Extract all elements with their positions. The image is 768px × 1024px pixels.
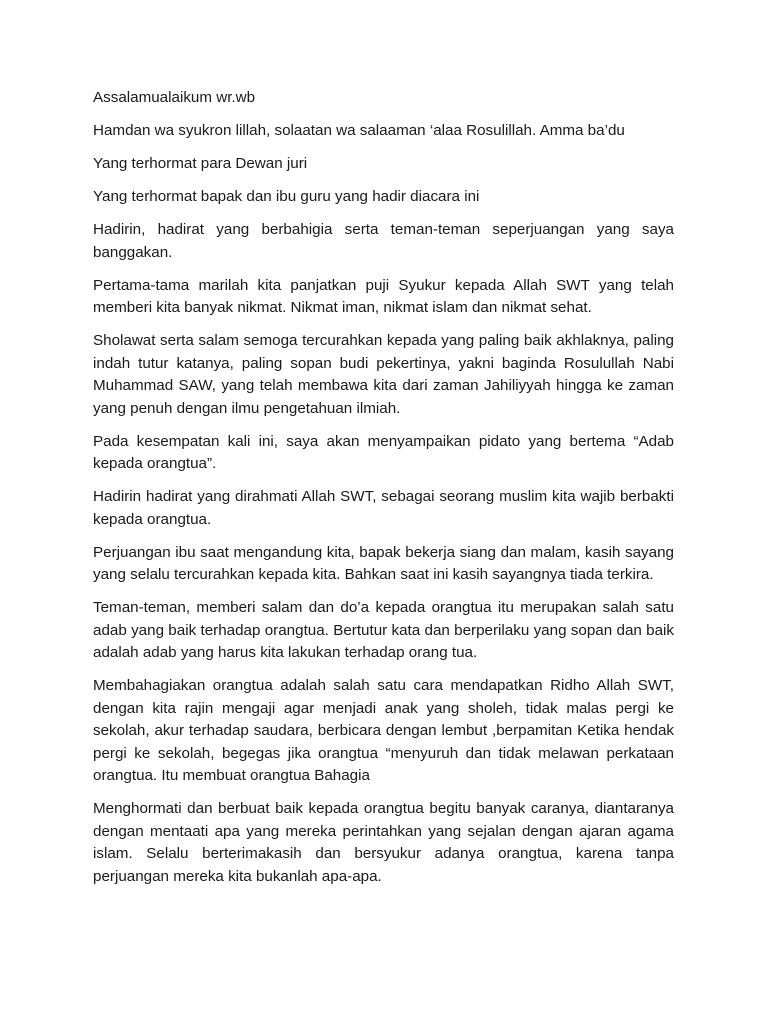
gratitude-paragraph: Pertama-tama marilah kita panjatkan puji Syukur kepada Allah SWT yang telah memberi kita banyak nikmat. Nikmat iman, nikmat islam dan nikmat sehat.: [93, 276, 674, 316]
respect-parents-paragraph: Menghormati dan berbuat baik kepada orangtua begitu banyak caranya, diantaranya dengan mentaati apa yang mereka perintahkan yang sejalan dengan ajaran agama islam. Selalu berterimakasih dan bersyukur adanya orangtua, karena tanpa perjuangan mereka kita bukanlah apa-apa.: [93, 800, 674, 885]
duty-paragraph: Hadirin hadirat yang dirahmati Allah SWT, sebagai seorang muslim kita wajib berbakti kepada orangtua.: [93, 488, 674, 528]
theme-paragraph: Pada kesempatan kali ini, saya akan menyampaikan pidato yang bertema “Adab kepada orangtua”.: [93, 432, 674, 472]
document-body: [93, 87, 674, 888]
parents-struggle-paragraph: Perjuangan ibu saat mengandung kita, bapak bekerja siang dan malam, kasih sayang yang selalu tercurahkan kepada kita. Bahkan saat ini kasih sayangnya tiada terkira.: [93, 543, 674, 583]
address-audience-paragraph: Hadirin, hadirat yang berbahigia serta teman-teman seperjuangan yang saya banggakan.: [93, 221, 674, 261]
opening-praise-paragraph: Hamdan wa syukron lillah, solaatan wa salaaman ‘alaa Rosulillah. Amma ba’du: [93, 122, 625, 139]
address-jury-paragraph: Yang terhormat para Dewan juri: [93, 155, 308, 172]
greeting-paragraph: Assalamualaikum wr.wb: [93, 89, 256, 106]
address-teachers-paragraph: Yang terhormat bapak dan ibu guru yang hadir diacara ini: [93, 188, 480, 205]
making-parents-happy-paragraph: Membahagiakan orangtua adalah salah satu cara mendapatkan Ridho Allah SWT, dengan kita rajin mengaji agar menjadi anak yang sholeh, tidak malas pergi ke sekolah, akur terhadap saudara, berbicara dengan lembut ,berpamitan Ketika hendak pergi ke sekolah, begegas jika orangtua “menyuruh dan tidak melawan perkataan orangtua. Itu membuat orangtua Bahagia: [93, 677, 674, 784]
manners-paragraph: Teman-teman, memberi salam dan do’a kepada orangtua itu merupakan salah satu adab yang baik terhadap orangtua. Bertutur kata dan berperilaku yang sopan dan baik adalah adab yang harus kita lakukan terhadap orang tua.: [93, 599, 674, 661]
sholawat-paragraph: Sholawat serta salam semoga tercurahkan kepada yang paling baik akhlaknya, paling indah tutur katanya, paling sopan budi pekertinya, yakni baginda Rosulullah Nabi Muhammad SAW, yang telah membawa kita dari zaman Jahiliyyah hingga ke zaman yang penuh dengan ilmu pengetahuan ilmiah.: [93, 332, 674, 417]
